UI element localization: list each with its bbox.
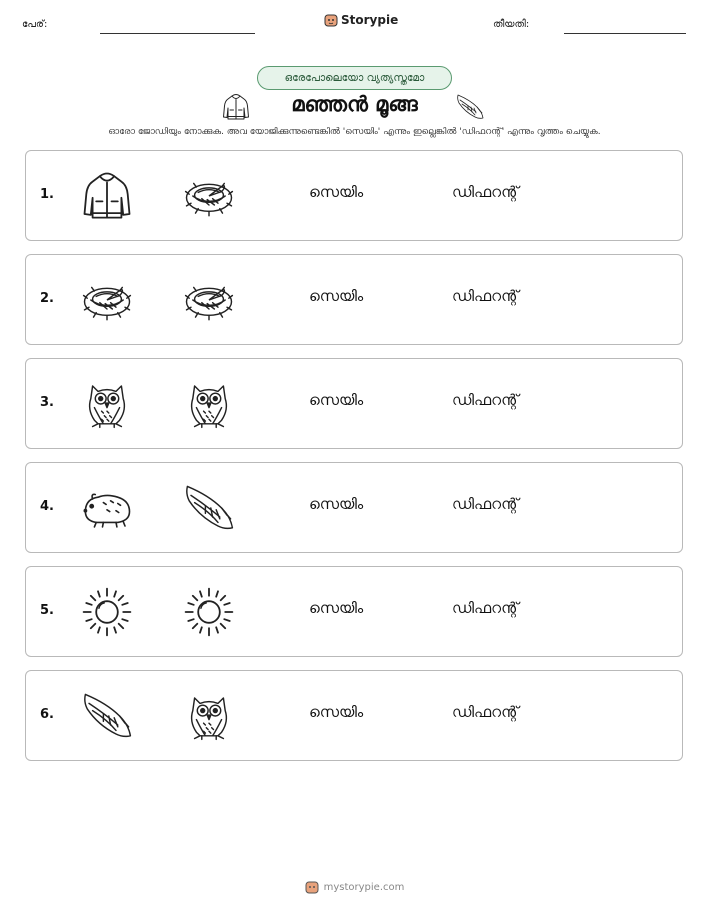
- page-title: മഞ്ഞൻ മൂങ്ങ: [291, 92, 418, 116]
- nest-icon: [80, 273, 134, 327]
- name-line[interactable]: [100, 33, 255, 34]
- brand-logo: [324, 13, 398, 27]
- pair-row-4: [25, 462, 683, 553]
- different-option[interactable]: ഡിഫറന്റ്: [452, 703, 519, 721]
- row-number: 5.: [40, 603, 54, 618]
- storypie-logo-icon: [324, 13, 338, 27]
- different-option[interactable]: ഡിഫറന്റ്: [452, 599, 519, 617]
- pair-row-2: [25, 254, 683, 345]
- same-option[interactable]: സെയിം: [309, 495, 364, 513]
- jacket-icon: [80, 169, 134, 223]
- date-line[interactable]: [564, 33, 686, 34]
- row-number: 3.: [40, 395, 54, 410]
- row-number: 2.: [40, 291, 54, 306]
- same-option[interactable]: സെയിം: [309, 599, 364, 617]
- pair-row-5: [25, 566, 683, 657]
- worksheet-tag: ഒരേപോലെയോ വ്യത്യസ്തമോ: [257, 66, 452, 90]
- sun-icon: [80, 585, 134, 639]
- same-option[interactable]: സെയിം: [309, 703, 364, 721]
- same-option[interactable]: സെയിം: [309, 391, 364, 409]
- pair-row-6: [25, 670, 683, 761]
- same-option[interactable]: സെയിം: [309, 183, 364, 201]
- different-option[interactable]: ഡിഫറന്റ്: [452, 495, 519, 513]
- instructions: ഓരോ ജോഡിയും നോക്കുക. അവ യോജിക്കുന്നുണ്ടെങ്കിൽ 'സെയിം' എന്നും ഇല്ലെങ്കിൽ 'ഡിഫറന്റ്' എന്നും വൃത്തം ചെയ്യുക.: [108, 127, 601, 137]
- owl-icon: [80, 377, 134, 431]
- footer: [0, 880, 709, 894]
- owl-icon: [182, 377, 236, 431]
- wing-icon: [455, 92, 485, 126]
- row-number: 4.: [40, 499, 54, 514]
- different-option[interactable]: ഡിഫറന്റ്: [452, 183, 519, 201]
- pair-row-3: [25, 358, 683, 449]
- sun-icon: [182, 585, 236, 639]
- nest-icon: [182, 169, 236, 223]
- name-label: പേര്:: [22, 19, 48, 30]
- wing-icon: [182, 481, 236, 535]
- brand-name: Storypie: [341, 13, 399, 27]
- same-option[interactable]: സെയിം: [309, 287, 364, 305]
- hamster-icon: [80, 481, 134, 535]
- owl-icon: [182, 689, 236, 743]
- storypie-logo-icon: [305, 880, 319, 894]
- row-number: 1.: [40, 187, 54, 202]
- wing-icon: [80, 689, 134, 743]
- different-option[interactable]: ഡിഫറന്റ്: [452, 287, 519, 305]
- nest-icon: [182, 273, 236, 327]
- pair-row-1: [25, 150, 683, 241]
- footer-link[interactable]: mystorypie.com: [323, 881, 405, 893]
- row-number: 6.: [40, 707, 54, 722]
- different-option[interactable]: ഡിഫറന്റ്: [452, 391, 519, 409]
- date-label: തീയതി:: [493, 19, 530, 30]
